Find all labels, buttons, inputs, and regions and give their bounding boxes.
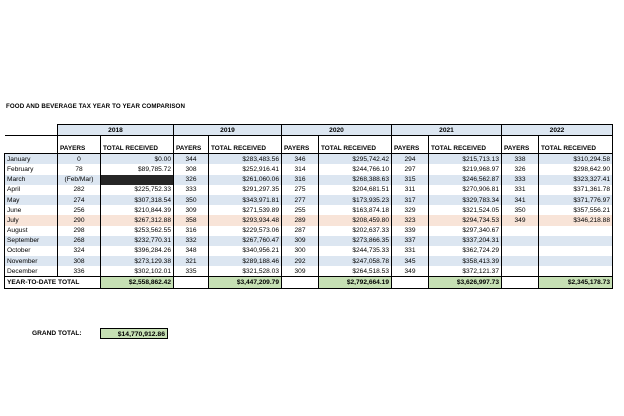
total-cell: $295,742.42 (319, 154, 392, 165)
total-cell: $163,874.18 (319, 205, 392, 215)
payers-cell: 332 (174, 236, 209, 246)
ytd-total-value: $2,345,178.73 (539, 277, 613, 288)
payers-cell: 316 (174, 226, 209, 236)
total-cell: $337,204.31 (429, 236, 502, 246)
payers-cell: 294 (392, 154, 429, 165)
payers-cell: 349 (392, 266, 429, 277)
total-cell: $247,058.78 (319, 256, 392, 266)
payers-cell: 290 (58, 215, 101, 225)
payers-cell: 309 (174, 205, 209, 215)
payers-cell: 275 (282, 185, 319, 195)
table-row (5, 256, 613, 266)
total-cell: $208,459.80 (319, 215, 392, 225)
total-cell: $357,556.21 (539, 205, 613, 215)
total-cell: $173,935.23 (319, 195, 392, 205)
payers-cell: 346 (282, 154, 319, 165)
payers-cell (502, 256, 539, 266)
total-cell: $323,327.41 (539, 175, 613, 185)
payers-cell: 78 (58, 164, 101, 174)
table-row (5, 236, 613, 246)
year-header-2020: 2020 (282, 125, 392, 136)
payers-cell: 350 (502, 205, 539, 215)
payers-cell: 314 (282, 164, 319, 174)
total-cell: $307,318.54 (101, 195, 174, 205)
payers-header: PAYERS (392, 136, 429, 154)
ytd-total-row (5, 277, 613, 288)
payers-cell: (Feb/Mar) (58, 175, 101, 185)
total-cell: $302,102.01 (101, 266, 174, 277)
month-label: February (5, 164, 58, 174)
total-cell: $273,866.35 (319, 236, 392, 246)
table-row (5, 195, 613, 205)
total-cell: $298,642.90 (539, 164, 613, 174)
tax-comparison-table (4, 124, 613, 289)
total-cell: $362,724.29 (429, 246, 502, 256)
payers-cell: 345 (392, 256, 429, 266)
payers-cell: 324 (58, 246, 101, 256)
payers-cell: 348 (174, 246, 209, 256)
payers-cell: 339 (392, 226, 429, 236)
payers-cell: 358 (174, 215, 209, 225)
payers-cell: 349 (502, 215, 539, 225)
table-row (5, 164, 613, 174)
total-cell (539, 226, 613, 236)
report-title: FOOD AND BEVERAGE TAX YEAR TO YEAR COMPARISON (6, 103, 186, 110)
total-cell: $321,524.05 (429, 205, 502, 215)
payers-cell: 315 (392, 175, 429, 185)
total-cell: $396,284.26 (101, 246, 174, 256)
month-label: June (5, 205, 58, 215)
payers-cell: 277 (282, 195, 319, 205)
total-cell: $246,562.87 (429, 175, 502, 185)
total-cell (101, 175, 174, 185)
total-cell: $372,121.37 (429, 266, 502, 277)
payers-cell: 292 (282, 256, 319, 266)
payers-cell: 350 (174, 195, 209, 205)
corner-cell (5, 125, 58, 136)
spacer-cell (282, 277, 319, 288)
payers-cell: 326 (502, 164, 539, 174)
month-label: August (5, 226, 58, 236)
total-cell (539, 236, 613, 246)
table-row (5, 175, 613, 185)
total-cell: $329,783.34 (429, 195, 502, 205)
total-cell: $271,539.89 (209, 205, 282, 215)
table-row (5, 205, 613, 215)
ytd-total-value: $3,447,209.79 (209, 277, 282, 288)
month-label: May (5, 195, 58, 205)
ytd-total-label: YEAR-TO-DATE TOTAL (5, 277, 101, 288)
total-cell: $293,934.48 (209, 215, 282, 225)
payers-cell (502, 246, 539, 256)
total-cell: $215,713.13 (429, 154, 502, 165)
payers-cell: 309 (282, 266, 319, 277)
total-cell: $340,956.21 (209, 246, 282, 256)
total-cell: $267,760.47 (209, 236, 282, 246)
payers-header: PAYERS (58, 136, 101, 154)
month-label: October (5, 246, 58, 256)
total-cell (539, 256, 613, 266)
total-cell: $253,562.55 (101, 226, 174, 236)
payers-cell: 337 (392, 236, 429, 246)
month-label: September (5, 236, 58, 246)
column-header-row (5, 136, 613, 154)
payers-cell: 298 (58, 226, 101, 236)
payers-cell: 333 (174, 185, 209, 195)
total-cell: $294,734.53 (429, 215, 502, 225)
total-cell: $202,637.33 (319, 226, 392, 236)
payers-cell: 331 (392, 246, 429, 256)
total-received-header: TOTAL RECEIVED (101, 136, 174, 154)
grand-total-label: GRAND TOTAL: (32, 330, 82, 337)
payers-cell (502, 266, 539, 277)
payers-cell: 317 (392, 195, 429, 205)
total-cell: $270,906.81 (429, 185, 502, 195)
total-cell: $264,518.53 (319, 266, 392, 277)
payers-cell: 326 (174, 175, 209, 185)
month-label: November (5, 256, 58, 266)
total-received-header: TOTAL RECEIVED (319, 136, 392, 154)
total-cell: $346,218.88 (539, 215, 613, 225)
total-cell: $283,483.56 (209, 154, 282, 165)
table-row (5, 226, 613, 236)
payers-cell: 331 (502, 185, 539, 195)
grand-total-value: $14,770,912.86 (100, 328, 168, 339)
ytd-total-value: $3,626,997.73 (429, 277, 502, 288)
total-cell: $0.00 (101, 154, 174, 165)
year-header-2019: 2019 (174, 125, 282, 136)
total-cell: $225,752.33 (101, 185, 174, 195)
month-label: July (5, 215, 58, 225)
total-cell: $371,361.78 (539, 185, 613, 195)
total-cell: $210,844.39 (101, 205, 174, 215)
table-row (5, 266, 613, 277)
table-row (5, 246, 613, 256)
year-header-2022: 2022 (502, 125, 613, 136)
payers-cell: 323 (392, 215, 429, 225)
total-cell: $310,294.58 (539, 154, 613, 165)
payers-cell: 344 (174, 154, 209, 165)
ytd-total-value: $2,792,664.19 (319, 277, 392, 288)
payers-cell: 268 (58, 236, 101, 246)
month-label: December (5, 266, 58, 277)
payers-cell: 341 (502, 195, 539, 205)
payers-header: PAYERS (174, 136, 209, 154)
year-header-2018: 2018 (58, 125, 174, 136)
total-cell: $371,776.97 (539, 195, 613, 205)
total-cell: $268,388.63 (319, 175, 392, 185)
total-cell (539, 246, 613, 256)
payers-cell: 297 (392, 164, 429, 174)
payers-cell: 333 (502, 175, 539, 185)
total-received-header: TOTAL RECEIVED (209, 136, 282, 154)
total-cell: $291,297.35 (209, 185, 282, 195)
payers-cell: 309 (282, 236, 319, 246)
spacer-cell (392, 277, 429, 288)
table-row (5, 154, 613, 165)
year-header-row (5, 125, 613, 136)
total-cell: $358,413.39 (429, 256, 502, 266)
table-row (5, 185, 613, 195)
payers-cell: 311 (392, 185, 429, 195)
payers-cell (502, 226, 539, 236)
total-cell: $343,971.81 (209, 195, 282, 205)
total-received-header: TOTAL RECEIVED (539, 136, 613, 154)
corner-cell (5, 136, 58, 154)
payers-cell: 289 (282, 215, 319, 225)
total-cell: $297,340.67 (429, 226, 502, 236)
payers-cell: 335 (174, 266, 209, 277)
payers-cell: 329 (392, 205, 429, 215)
payers-cell: 338 (502, 154, 539, 165)
ytd-total-value: $2,558,862.42 (101, 277, 174, 288)
payers-cell: 308 (174, 164, 209, 174)
spacer-cell (502, 277, 539, 288)
payers-cell: 287 (282, 226, 319, 236)
total-cell (539, 266, 613, 277)
payers-cell: 0 (58, 154, 101, 165)
spacer-cell (174, 277, 209, 288)
payers-cell (502, 236, 539, 246)
total-cell: $289,188.46 (209, 256, 282, 266)
month-label: April (5, 185, 58, 195)
total-cell: $273,129.38 (101, 256, 174, 266)
payers-cell: 316 (282, 175, 319, 185)
total-cell: $261,060.06 (209, 175, 282, 185)
year-header-2021: 2021 (392, 125, 502, 136)
total-cell: $229,573.06 (209, 226, 282, 236)
total-cell: $204,681.51 (319, 185, 392, 195)
total-received-header: TOTAL RECEIVED (429, 136, 502, 154)
payers-header: PAYERS (282, 136, 319, 154)
total-cell: $232,770.31 (101, 236, 174, 246)
payers-cell: 274 (58, 195, 101, 205)
month-label: March (5, 175, 58, 185)
month-label: January (5, 154, 58, 165)
payers-header: PAYERS (502, 136, 539, 154)
payers-cell: 321 (174, 256, 209, 266)
total-cell: $219,968.97 (429, 164, 502, 174)
payers-cell: 300 (282, 246, 319, 256)
total-cell: $244,735.33 (319, 246, 392, 256)
total-cell: $244,766.10 (319, 164, 392, 174)
total-cell: $321,528.03 (209, 266, 282, 277)
total-cell: $267,312.88 (101, 215, 174, 225)
total-cell: $252,916.41 (209, 164, 282, 174)
table-row (5, 215, 613, 225)
payers-cell: 282 (58, 185, 101, 195)
total-cell: $89,785.72 (101, 164, 174, 174)
payers-cell: 256 (58, 205, 101, 215)
payers-cell: 255 (282, 205, 319, 215)
payers-cell: 308 (58, 256, 101, 266)
payers-cell: 336 (58, 266, 101, 277)
